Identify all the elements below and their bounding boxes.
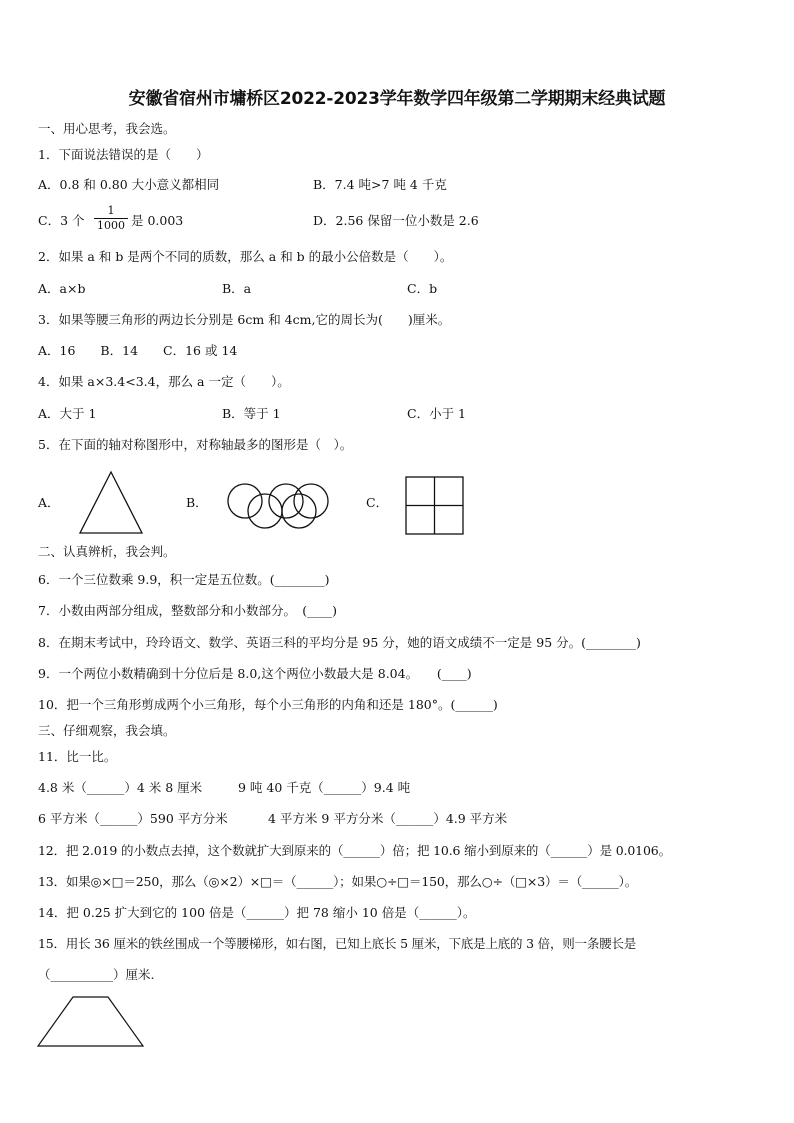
question-2-option-c: C．b bbox=[407, 281, 438, 296]
question-11-compare-4: 4 平方米 9 平方分米（______）4.9 平方米 bbox=[268, 811, 508, 826]
question-1-option-d: D．2.56 保留一位小数是 2.6 bbox=[313, 213, 479, 228]
question-7: 7．小数由两部分组成，整数部分和小数部分。 (____) bbox=[38, 603, 337, 618]
isosceles-trapezoid-figure bbox=[37, 996, 145, 1048]
question-3-stem: 3．如果等腰三角形的两边长分别是 6cm 和 4cm,它的周长为( )厘米。 bbox=[38, 312, 451, 327]
question-5-option-a: A． bbox=[38, 495, 60, 510]
question-13: 13．如果◎×□＝250，那么（◎×2）×□＝（______）；如果○÷□＝150，那么○÷（□×3）＝（______）。 bbox=[38, 874, 638, 889]
fraction-denominator: 1000 bbox=[97, 219, 125, 232]
triangle-figure bbox=[78, 470, 144, 536]
question-1-option-a: A．0.8 和 0.80 大小意义都相同 bbox=[38, 177, 220, 192]
question-4-option-c: C．小于 1 bbox=[407, 406, 466, 421]
section-heading-fill: 三、仔细观察，我会填。 bbox=[38, 723, 176, 738]
question-15-line-2: （__________）厘米. bbox=[38, 967, 155, 982]
question-2-option-a: A．a×b bbox=[38, 281, 86, 296]
question-2-option-b: B．a bbox=[222, 281, 252, 296]
question-6: 6．一个三位数乘 9.9，积一定是五位数。(________) bbox=[38, 572, 330, 587]
question-4-option-a: A．大于 1 bbox=[38, 406, 97, 421]
question-1-option-c-suffix: 是 0.003 bbox=[131, 213, 184, 228]
question-4-stem: 4．如果 a×3.4<3.4，那么 a 一定（ ）。 bbox=[38, 374, 290, 389]
question-11-compare-1: 4.8 米（______）4 米 8 厘米 bbox=[38, 780, 203, 795]
page-title: 安徽省宿州市墉桥区2022-2023学年数学四年级第二学期期末经典试题 bbox=[128, 89, 666, 109]
section-heading-choice: 一、用心思考，我会选。 bbox=[38, 121, 176, 136]
question-1-stem: 1．下面说法错误的是（ ） bbox=[38, 147, 209, 162]
question-5-option-c: C． bbox=[366, 495, 389, 510]
question-10: 10．把一个三角形剪成两个小三角形，每个小三角形的内角和还是 180°。(______) bbox=[38, 697, 498, 712]
olympic-rings-figure bbox=[224, 484, 330, 530]
question-11-stem: 11．比一比。 bbox=[38, 749, 117, 764]
question-12: 12．把 2.019 的小数点去掉，这个数就扩大到原来的（______）倍；把 10.6 缩小到原来的（______）是 0.0106。 bbox=[38, 843, 671, 858]
question-4-option-b: B．等于 1 bbox=[222, 406, 281, 421]
question-1-option-b: B．7.4 吨>7 吨 4 千克 bbox=[313, 177, 447, 192]
divided-square-figure bbox=[405, 476, 465, 536]
section-heading-judge: 二、认真辨析，我会判。 bbox=[38, 544, 176, 559]
fraction-one-thousandth bbox=[94, 205, 128, 232]
question-1-option-c-prefix: C．3 个 bbox=[38, 213, 85, 228]
question-2-stem: 2．如果 a 和 b 是两个不同的质数，那么 a 和 b 的最小公倍数是（ ）。 bbox=[38, 249, 453, 264]
question-5-stem: 5．在下面的轴对称图形中，对称轴最多的图形是（ ）。 bbox=[38, 437, 353, 452]
fraction-numerator: 1 bbox=[107, 204, 115, 217]
question-8: 8．在期末考试中，玲玲语文、数学、英语三科的平均分是 95 分，她的语文成绩不一定是 95 分。(________) bbox=[38, 635, 641, 650]
question-5-option-b: B． bbox=[186, 495, 208, 510]
question-14: 14．把 0.25 扩大到它的 100 倍是（______）把 78 缩小 10 倍是（______）。 bbox=[38, 905, 476, 920]
question-9: 9．一个两位小数精确到十分位后是 8.0,这个两位小数最大是 8.04。 (____) bbox=[38, 666, 472, 681]
question-15-line-1: 15．用长 36 厘米的铁丝围成一个等腰梯形，如右图，已知上底长 5 厘米，下底是上底的 3 倍，则一条腰长是 bbox=[38, 936, 637, 951]
question-11-compare-3: 6 平方米（______）590 平方分米 bbox=[38, 811, 228, 826]
question-11-compare-2: 9 吨 40 千克（______）9.4 吨 bbox=[238, 780, 411, 795]
question-3-options: A．16 B．14 C．16 或 14 bbox=[38, 343, 238, 358]
